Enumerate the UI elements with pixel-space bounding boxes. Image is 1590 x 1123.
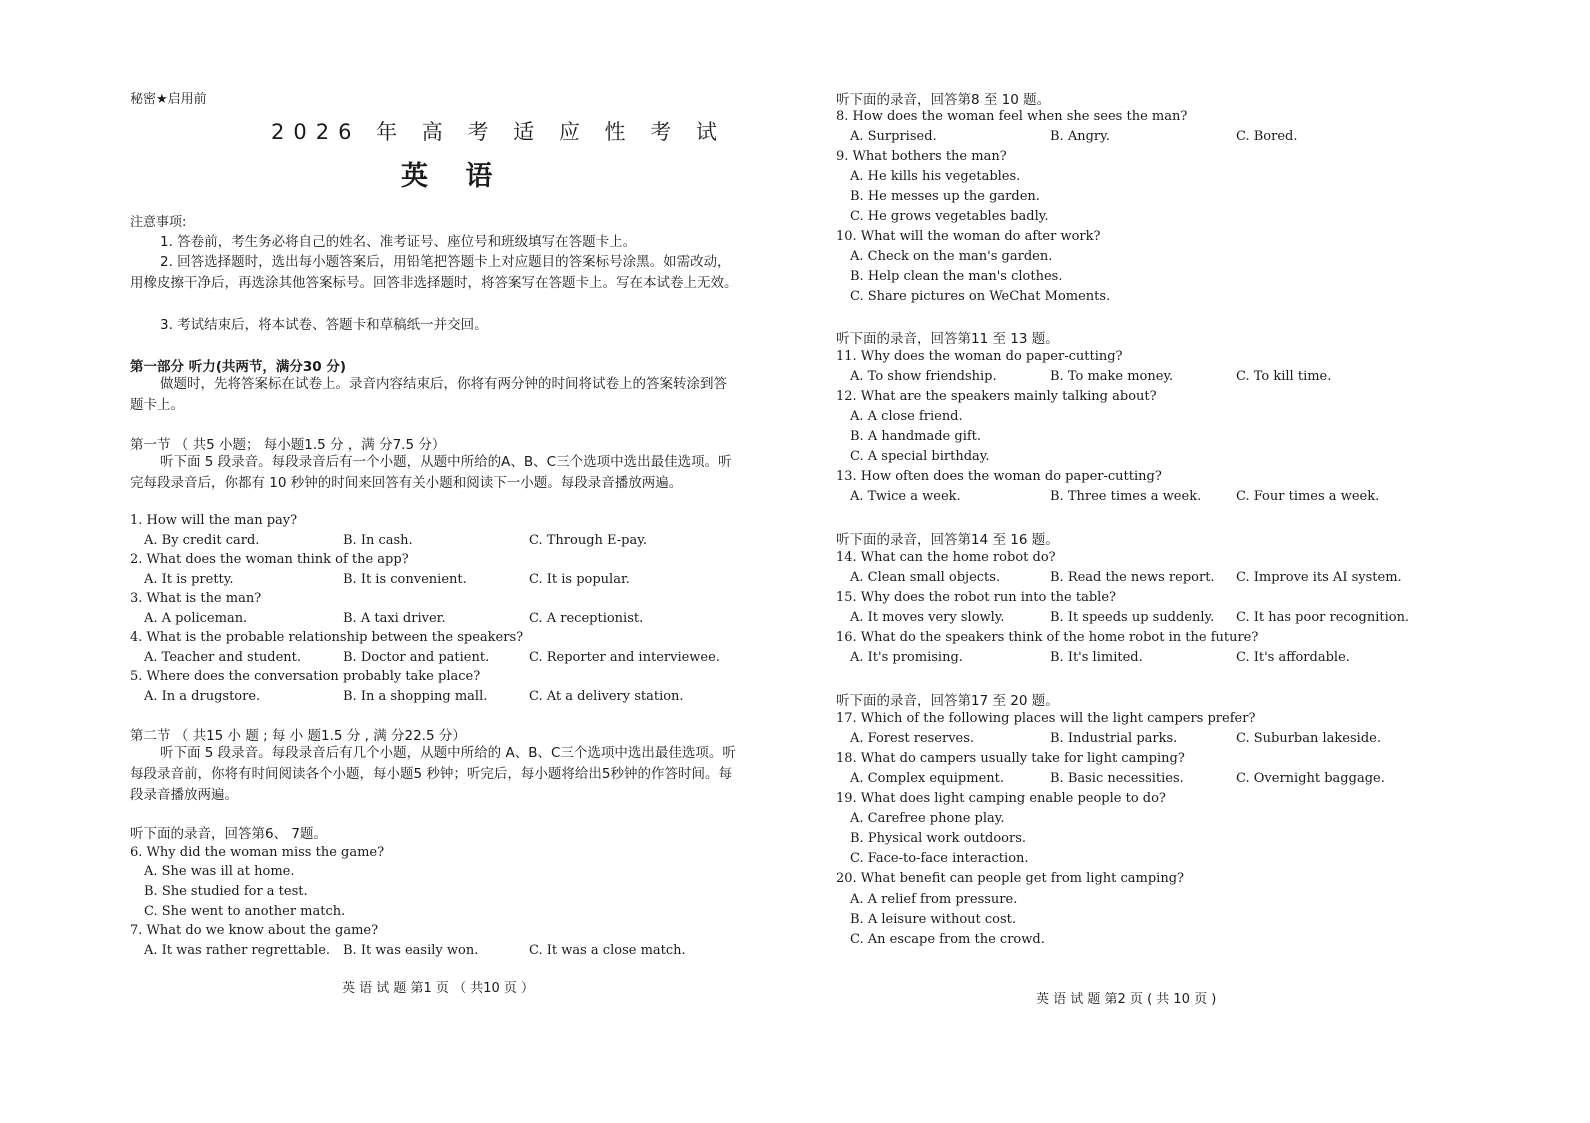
q3-option-b: B. A taxi driver. — [343, 611, 446, 626]
q10-option-b: B. Help clean the man's clothes. — [850, 269, 1063, 284]
question-7: 7. What do we know about the game? — [130, 923, 379, 938]
q20-option-a: A. A relief from pressure. — [850, 892, 1018, 907]
q3-option-a: A. A policeman. — [144, 611, 248, 626]
q15-option-c: C. It has poor recognition. — [1236, 610, 1410, 625]
q12-option-c: C. A special birthday. — [850, 449, 990, 464]
q16-option-a: A. It's promising. — [850, 650, 963, 665]
part1-heading: 第一部分 听力(共两节，满分30 分) — [130, 359, 347, 375]
q11-option-a: A. To show friendship. — [850, 369, 997, 384]
q8-option-b: B. Angry. — [1050, 129, 1110, 144]
q4-option-c: C. Reporter and interviewee. — [529, 650, 720, 665]
question-9: 9. What bothers the man? — [836, 149, 1007, 164]
question-18: 18. What do campers usually take for light camping? — [836, 751, 1185, 766]
group2-heading: 听下面的录音，回答第8 至 10 题。 — [836, 92, 1051, 108]
q1-option-a: A. By credit card. — [144, 533, 260, 548]
group3-heading: 听下面的录音，回答第11 至 13 题。 — [836, 331, 1059, 347]
q15-option-b: B. It speeds up suddenly. — [1050, 610, 1215, 625]
q20-option-c: C. An escape from the crowd. — [850, 932, 1045, 947]
q9-option-b: B. He messes up the garden. — [850, 189, 1040, 204]
question-16: 16. What do the speakers think of the home robot in the future? — [836, 630, 1259, 645]
q10-option-a: A. Check on the man's garden. — [850, 249, 1053, 264]
q14-option-a: A. Clean small objects. — [850, 570, 1001, 585]
q19-option-c: C. Face-to-face interaction. — [850, 851, 1029, 866]
q9-option-c: C. He grows vegetables badly. — [850, 209, 1049, 224]
note-2: 2. 回答选择题时，选出每小题答案后，用铅笔把答题卡上对应题目的答案标号涂黑。如需改动，用橡皮擦干净后，再选涂其他答案标号。回答非选择题时，将答案写在答题卡上。写在本试卷上无效。 — [130, 254, 738, 291]
q16-option-c: C. It's affordable. — [1236, 650, 1350, 665]
q19-option-a: A. Carefree phone play. — [850, 811, 1005, 826]
q1-option-b: B. In cash. — [343, 533, 413, 548]
question-17: 17. Which of the following places will the light campers prefer? — [836, 711, 1256, 726]
group1-heading: 听下面的录音，回答第6、 7题。 — [130, 826, 327, 842]
q2-option-a: A. It is pretty. — [144, 572, 234, 587]
question-8: 8. How does the woman feel when she sees the man? — [836, 109, 1188, 124]
q8-option-a: A. Surprised. — [850, 129, 937, 144]
question-19: 19. What does light camping enable people to do? — [836, 791, 1166, 806]
q6-option-c: C. She went to another match. — [144, 904, 346, 919]
q7-option-a: A. It was rather regrettable. — [144, 943, 331, 958]
page-1-footer: 英 语 试 题 第1 页 （ 共10 页 ） — [342, 981, 535, 996]
q16-option-b: B. It's limited. — [1050, 650, 1143, 665]
q13-option-c: C. Four times a week. — [1236, 489, 1380, 504]
question-14: 14. What can the home robot do? — [836, 550, 1056, 565]
question-12: 12. What are the speakers mainly talking about? — [836, 389, 1157, 404]
section2-heading: 第二节 （ 共15 小 题 ; 每 小 题1.5 分 , 满 分22.5 分） — [130, 728, 466, 744]
q5-option-c: C. At a delivery station. — [529, 689, 684, 704]
question-10: 10. What will the woman do after work? — [836, 229, 1101, 244]
question-5: 5. Where does the conversation probably take place? — [130, 669, 481, 684]
q2-option-b: B. It is convenient. — [343, 572, 467, 587]
q4-option-b: B. Doctor and patient. — [343, 650, 490, 665]
question-2: 2. What does the woman think of the app? — [130, 552, 409, 567]
q18-option-b: B. Basic necessities. — [1050, 771, 1184, 786]
q7-option-b: B. It was easily won. — [343, 943, 479, 958]
q17-option-a: A. Forest reserves. — [850, 731, 975, 746]
q5-option-a: A. In a drugstore. — [144, 689, 261, 704]
section1-heading: 第一节 （ 共5 小题； 每小题1.5 分 ，满 分7.5 分） — [130, 437, 446, 453]
group5-heading: 听下面的录音，回答第17 至 20 题。 — [836, 693, 1059, 709]
q14-option-b: B. Read the news report. — [1050, 570, 1215, 585]
notes-heading: 注意事项: — [130, 215, 187, 230]
q13-option-a: A. Twice a week. — [850, 489, 961, 504]
q17-option-b: B. Industrial parks. — [1050, 731, 1178, 746]
question-3: 3. What is the man? — [130, 591, 262, 606]
q6-option-b: B. She studied for a test. — [144, 884, 308, 899]
q1-option-c: C. Through E-pay. — [529, 533, 647, 548]
secret-label: 秘密★启用前 — [130, 92, 207, 107]
q8-option-c: C. Bored. — [1236, 129, 1298, 144]
note-1: 1. 答卷前，考生务必将自己的姓名、准考证号、座位号和班级填写在答题卡上。 — [160, 234, 637, 250]
question-20: 20. What benefit can people get from light camping? — [836, 871, 1184, 886]
question-1: 1. How will the man pay? — [130, 513, 298, 528]
q17-option-c: C. Suburban lakeside. — [1236, 731, 1381, 746]
note-3: 3. 考试结束后，将本试卷、答题卡和草稿纸一并交回。 — [160, 317, 488, 333]
part1-instructions: 做题时，先将答案标在试卷上。录音内容结束后，你将有两分钟的时间将试卷上的答案转涂到答题卡上。 — [130, 376, 727, 413]
q11-option-c: C. To kill time. — [1236, 369, 1332, 384]
q18-option-c: C. Overnight baggage. — [1236, 771, 1385, 786]
q4-option-a: A. Teacher and student. — [144, 650, 302, 665]
q20-option-b: B. A leisure without cost. — [850, 912, 1017, 927]
q2-option-c: C. It is popular. — [529, 572, 630, 587]
q3-option-c: C. A receptionist. — [529, 611, 644, 626]
group4-heading: 听下面的录音，回答第14 至 16 题。 — [836, 532, 1059, 548]
q9-option-a: A. He kills his vegetables. — [850, 169, 1021, 184]
q13-option-b: B. Three times a week. — [1050, 489, 1202, 504]
q7-option-c: C. It was a close match. — [529, 943, 686, 958]
q12-option-a: A. A close friend. — [850, 409, 963, 424]
question-15: 15. Why does the robot run into the table? — [836, 590, 1116, 605]
q14-option-c: C. Improve its AI system. — [1236, 570, 1402, 585]
question-4: 4. What is the probable relationship between the speakers? — [130, 630, 524, 645]
question-6: 6. Why did the woman miss the game? — [130, 845, 385, 860]
q10-option-c: C. Share pictures on WeChat Moments. — [850, 289, 1111, 304]
subject-title: 英 语 — [401, 161, 507, 192]
question-11: 11. Why does the woman do paper-cutting? — [836, 349, 1123, 364]
q12-option-b: B. A handmade gift. — [850, 429, 982, 444]
q5-option-b: B. In a shopping mall. — [343, 689, 488, 704]
q11-option-b: B. To make money. — [1050, 369, 1174, 384]
q19-option-b: B. Physical work outdoors. — [850, 831, 1027, 846]
exam-title: 2026 年 高 考 适 应 性 考 试 — [271, 120, 726, 144]
section1-instructions: 听下面 5 段录音。每段录音后有一个小题，从题中所给的A、B、C三个选项中选出最佳选项。听完每段录音后，你都有 10 秒钟的时间来回答有关小题和阅读下一小题。每段录音播放两遍。 — [130, 454, 732, 491]
section2-instructions: 听下面 5 段录音。每段录音后有几个小题，从题中所给的 A、B、C三个选项中选出最佳选项。听每段录音前，你将有时间阅读各个小题，每小题5 秒钟；听完后，每小题将给出5秒钟的作答时间。每段录音播放两遍。 — [130, 745, 736, 803]
question-13: 13. How often does the woman do paper-cutting? — [836, 469, 1162, 484]
q6-option-a: A. She was ill at home. — [144, 864, 295, 879]
page-2-footer: 英 语 试 题 第2 页 ( 共 10 页 ) — [1036, 992, 1217, 1007]
q15-option-a: A. It moves very slowly. — [850, 610, 1005, 625]
q18-option-a: A. Complex equipment. — [850, 771, 1005, 786]
